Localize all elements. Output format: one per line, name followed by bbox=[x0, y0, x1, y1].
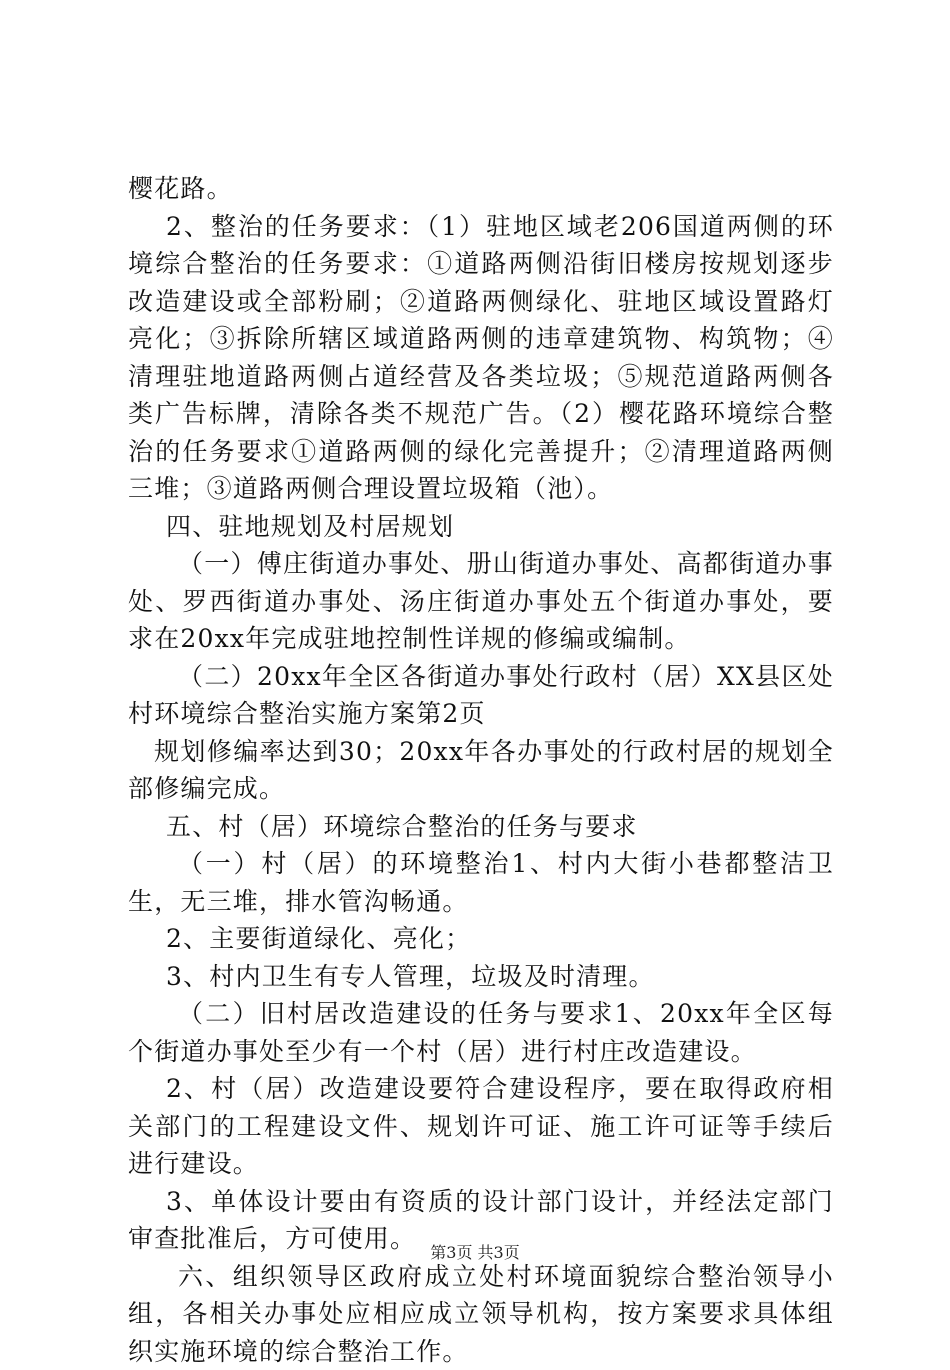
paragraph: （一）村（居）的环境整治1、村内大街小巷都整洁卫生，无三堆，排水管沟畅通。 bbox=[128, 845, 834, 920]
document-body bbox=[128, 170, 834, 1370]
paragraph: 规划修编率达到30；20xx年各办事处的行政村居的规划全部修编完成。 bbox=[128, 733, 834, 808]
paragraph: （二）旧村居改造建设的任务与要求1、20xx年全区每个街道办事处至少有一个村（居）进行村庄改造建设。 bbox=[128, 995, 834, 1070]
page-footer bbox=[0, 1243, 950, 1263]
paragraph: （二）20xx年全区各街道办事处行政村（居）XX县区处村环境综合整治实施方案第2页 bbox=[128, 658, 834, 733]
paragraph: （一）傅庄街道办事处、册山街道办事处、高都街道办事处、罗西街道办事处、汤庄街道办事处五个街道办事处，要求在20xx年完成驻地控制性详规的修编或编制。 bbox=[128, 545, 834, 658]
page-number: 第3页 共3页 bbox=[430, 1243, 519, 1262]
paragraph: 3、村内卫生有专人管理，垃圾及时清理。 bbox=[128, 958, 834, 996]
paragraph: 3、单体设计要由有资质的设计部门设计，并经法定部门审查批准后，方可使用。 bbox=[128, 1183, 834, 1258]
section-heading: 四、驻地规划及村居规划 bbox=[128, 508, 834, 546]
paragraph: 2、整治的任务要求：（1）驻地区域老206国道两侧的环境综合整治的任务要求：①道路两侧沿街旧楼房按规划逐步改造建设或全部粉刷；②道路两侧绿化、驻地区域设置路灯亮化；③拆除所辖区域道路两侧的违章建筑物、构筑物；④清理驻地道路两侧占道经营及各类垃圾；⑤规范道路两侧各类广告标牌，清除各类不规范广告。（2）樱花路环境综合整治的任务要求①道路两侧的绿化完善提升；②清理道路两侧三堆；③道路两侧合理设置垃圾箱（池）。 bbox=[128, 208, 834, 508]
section-heading: 六、组织领导区政府成立处村环境面貌综合整治领导小组，各相关办事处应相应成立领导机构，按方案要求具体组织实施环境的综合整治工作。 bbox=[128, 1258, 834, 1370]
paragraph: 2、主要街道绿化、亮化； bbox=[128, 920, 834, 958]
section-heading: 五、村（居）环境综合整治的任务与要求 bbox=[128, 808, 834, 846]
paragraph: 2、村（居）改造建设要符合建设程序，要在取得政府相关部门的工程建设文件、规划许可证、施工许可证等手续后进行建设。 bbox=[128, 1070, 834, 1183]
paragraph: 樱花路。 bbox=[128, 170, 834, 208]
